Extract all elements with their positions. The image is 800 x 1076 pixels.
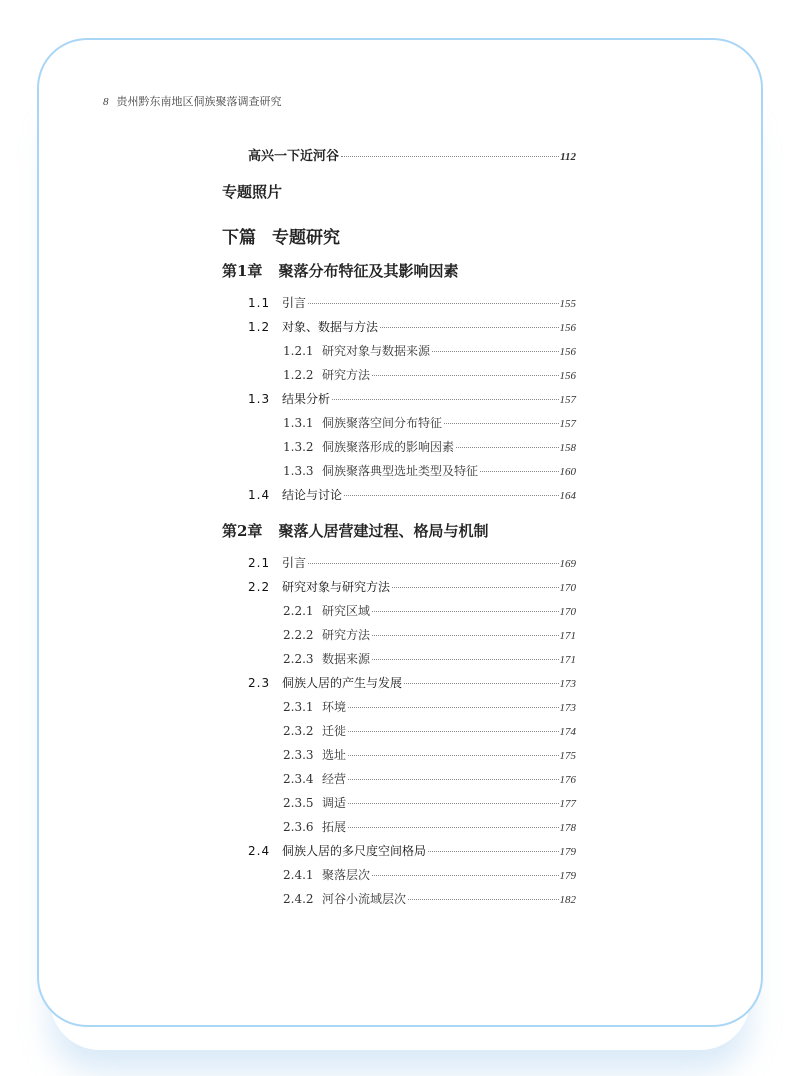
toc-entry-title: 侗族聚落空间分布特征	[322, 416, 443, 430]
toc-entry-title: 调适	[322, 796, 347, 810]
dot-leader	[432, 351, 558, 352]
toc-entry-page: 174	[559, 726, 576, 738]
dot-leader	[372, 611, 558, 612]
toc-entry[interactable]	[222, 767, 576, 791]
toc-entry-title: 经营	[322, 772, 347, 786]
toc-entry-number: 1.4	[248, 488, 271, 502]
toc-entry-page: 157	[559, 418, 576, 430]
toc-entry[interactable]	[222, 575, 576, 599]
toc-entry-title: 引言	[282, 296, 307, 310]
toc-entry[interactable]	[222, 435, 576, 459]
toc-entry[interactable]	[222, 647, 576, 671]
toc-entry[interactable]	[222, 695, 576, 719]
toc-entry-title: 研究区域	[322, 604, 371, 618]
toc-entry-number: 1.3.3	[283, 464, 314, 478]
toc-entry-page: 170	[559, 606, 576, 618]
toc-entry-number: 2.4.1	[283, 868, 314, 882]
toc-entry[interactable]	[222, 387, 576, 411]
dot-leader	[348, 779, 558, 780]
toc-entry-page: 160	[559, 466, 576, 478]
dot-leader	[408, 899, 558, 900]
toc-entry[interactable]	[222, 551, 576, 575]
toc-entry-title: 侗族人居的多尺度空间格局	[282, 844, 427, 858]
toc-entry-number: 2.3	[248, 676, 271, 690]
toc-entry-number: 2.4.2	[283, 892, 314, 906]
chapter-title: 聚落人居营建过程、格局与机制	[278, 522, 489, 540]
chapter-label: 第2章	[222, 522, 263, 540]
toc-entry-page: 176	[559, 774, 576, 786]
toc-entry-number: 2.3.2	[283, 724, 314, 738]
toc-entry-number: 2.2.2	[283, 628, 314, 642]
toc-entry-title: 研究对象与数据来源	[322, 344, 431, 358]
toc-entry-number: 2.1	[248, 556, 271, 570]
section-heading-photos[interactable]: 专题照片	[222, 183, 283, 201]
part-title: 专题研究	[272, 228, 340, 248]
dot-leader	[480, 471, 558, 472]
page-number: 8	[103, 96, 109, 108]
toc-entry-title: 数据来源	[322, 652, 371, 666]
running-head	[103, 93, 282, 109]
chapter-label: 第1章	[222, 262, 263, 280]
dot-leader	[332, 399, 558, 400]
toc-entry-number: 2.3.5	[283, 796, 314, 810]
toc-entry-number: 1.1	[248, 296, 271, 310]
toc-entry-number: 2.3.1	[283, 700, 314, 714]
toc-entry[interactable]	[222, 411, 576, 435]
dot-leader	[348, 731, 558, 732]
toc-entry-title: 聚落层次	[322, 868, 371, 882]
dot-leader	[372, 635, 558, 636]
toc-entry-title: 侗族聚落形成的影响因素	[322, 440, 455, 454]
toc-entry-number: 1.2.2	[283, 368, 314, 382]
toc-entry[interactable]	[222, 145, 576, 169]
dot-leader	[348, 803, 558, 804]
toc-entry-number: 1.2.1	[283, 344, 314, 358]
dot-leader	[456, 447, 558, 448]
toc-entry[interactable]	[222, 363, 576, 387]
toc-entry-title: 引言	[282, 556, 307, 570]
toc-entry-title: 环境	[322, 700, 347, 714]
toc-entry-page: 175	[559, 750, 576, 762]
toc-entry-title: 研究对象与研究方法	[282, 580, 391, 594]
toc-entry[interactable]	[222, 459, 576, 483]
chapter-title: 聚落分布特征及其影响因素	[278, 262, 459, 280]
dot-leader	[308, 563, 558, 564]
toc-entry-title: 选址	[322, 748, 347, 762]
toc-entry-title: 高兴一下近河谷	[248, 149, 340, 164]
toc-entry[interactable]	[222, 839, 576, 863]
toc-entry-title: 迁徙	[322, 724, 347, 738]
toc-entry-number: 2.2	[248, 580, 271, 594]
toc-entry-number: 1.2	[248, 320, 271, 334]
chapters	[222, 257, 576, 911]
toc-entry[interactable]	[222, 815, 576, 839]
toc-entry-page: 169	[559, 558, 576, 570]
toc-entry-number: 2.2.3	[283, 652, 314, 666]
toc-entry-number: 1.3.1	[283, 416, 314, 430]
toc-entry-page: 179	[559, 870, 576, 882]
toc-entry-page: 173	[559, 678, 576, 690]
toc-entry-page: 157	[559, 394, 576, 406]
table-of-contents	[222, 145, 576, 911]
toc-entry-title: 侗族人居的产生与发展	[282, 676, 403, 690]
dot-leader	[308, 303, 558, 304]
toc-entry-number: 2.3.3	[283, 748, 314, 762]
dot-leader	[372, 659, 558, 660]
dot-leader	[428, 851, 558, 852]
toc-entry[interactable]	[222, 623, 576, 647]
toc-entry[interactable]	[222, 887, 576, 911]
dot-leader	[380, 327, 558, 328]
part-label: 下篇	[222, 228, 256, 248]
toc-entry-page: 171	[559, 654, 576, 666]
toc-entry-number: 1.3.2	[283, 440, 314, 454]
toc-entry-page: 179	[559, 846, 576, 858]
toc-entry-title: 结果分析	[282, 392, 331, 406]
dot-leader	[444, 423, 558, 424]
dot-leader	[348, 755, 558, 756]
toc-entry-title: 研究方法	[322, 368, 371, 382]
toc-entry-page: 112	[560, 151, 576, 163]
toc-entry-page: 171	[559, 630, 576, 642]
toc-entry[interactable]	[222, 599, 576, 623]
toc-entry[interactable]	[222, 743, 576, 767]
toc-entry-page: 170	[559, 582, 576, 594]
toc-entry-number: 1.3	[248, 392, 271, 406]
toc-entry[interactable]	[222, 791, 576, 815]
toc-entry-title: 拓展	[322, 820, 347, 834]
toc-entry-title: 河谷小流域层次	[322, 892, 407, 906]
dot-leader	[348, 707, 558, 708]
toc-entry-title: 研究方法	[322, 628, 371, 642]
toc-entry-title: 结论与讨论	[282, 488, 343, 502]
dot-leader	[372, 875, 558, 876]
dot-leader	[392, 587, 558, 588]
toc-entry[interactable]	[222, 339, 576, 363]
toc-entry-page: 158	[559, 442, 576, 454]
dot-leader	[348, 827, 558, 828]
toc-entry-number: 2.3.6	[283, 820, 314, 834]
toc-entry[interactable]	[222, 483, 576, 507]
part-heading[interactable]	[222, 223, 576, 253]
toc-entry-page: 177	[559, 798, 576, 810]
toc-entry-number: 2.3.4	[283, 772, 314, 786]
toc-entry-page: 155	[559, 298, 576, 310]
toc-entry[interactable]	[222, 291, 576, 315]
toc-entry-page: 164	[559, 490, 576, 502]
toc-entry-page: 156	[559, 346, 576, 358]
toc-entry[interactable]	[222, 671, 576, 695]
dot-leader	[341, 156, 559, 157]
toc-entry[interactable]	[222, 315, 576, 339]
toc-entry[interactable]	[222, 863, 576, 887]
toc-entry-title: 侗族聚落典型选址类型及特征	[322, 464, 479, 478]
toc-entry-page: 156	[559, 322, 576, 334]
toc-entry-page: 173	[559, 702, 576, 714]
dot-leader	[404, 683, 558, 684]
toc-entry-page: 178	[559, 822, 576, 834]
toc-entry-number: 2.4	[248, 844, 271, 858]
toc-entry-page: 156	[559, 370, 576, 382]
dot-leader	[344, 495, 558, 496]
chapter-heading[interactable]	[222, 257, 576, 285]
book-title: 贵州黔东南地区侗族聚落调查研究	[116, 95, 282, 108]
toc-entry-number: 2.2.1	[283, 604, 314, 618]
toc-entry-page: 182	[559, 894, 576, 906]
dot-leader	[372, 375, 558, 376]
toc-entry-title: 对象、数据与方法	[282, 320, 379, 334]
chapter-heading[interactable]	[222, 517, 576, 545]
toc-entry[interactable]	[222, 719, 576, 743]
